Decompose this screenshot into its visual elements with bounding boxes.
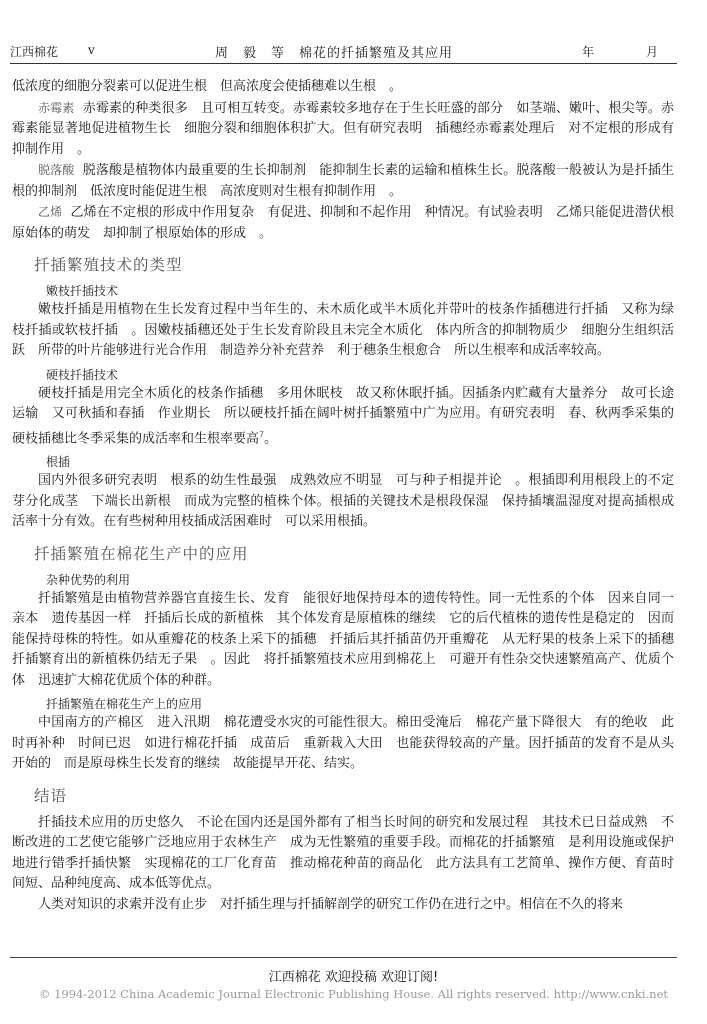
section-heading: 结语 — [34, 786, 68, 805]
term-label: 赤霉素 — [38, 100, 75, 115]
reference-marker: 7 — [259, 429, 265, 439]
footer-slogan: 江西棉花 欢迎投稿 欢迎订阅! — [268, 970, 439, 985]
header-divider — [10, 63, 677, 64]
journal-name: 江西棉花 — [10, 45, 59, 59]
article-running-title: 周 毅 等 棉花的扦插繁殖及其应用 — [215, 46, 454, 61]
paragraph — [12, 98, 674, 161]
paragraph: 扦插技术应用的历史悠久 不论在国内还是国外都有了相当长时间的研究和发展过程 其技术已日益成熟 不断改进的工艺使它能够广泛地应用于农林生产 成为无性繁殖的重要手段。而棉花的扦插繁殖 是利用设施或保护地进行错季扦插快繁 实现棉花的工厂化育苗 推动棉花种苗的商品化 此方法具有工艺简单、操作方便、育苗时间短、品种纯度高、成本低等优点。 — [12, 814, 674, 892]
subsection-heading: 扦插繁殖在棉花生产上的应用 — [46, 697, 203, 712]
paragraph-text: 脱落酸是植物体内最重要的生长抑制剂 能抑制生长素的运输和植株生长。脱落酸一般被认为是扦插生根的抑制剂 低浓度时能促进生根 高浓度则对生根有抑制作用 。 — [12, 163, 674, 199]
subsection-heading: 根插 — [46, 455, 71, 470]
subsection-heading: 嫩枝扦插技术 — [46, 284, 119, 298]
article-body — [12, 77, 688, 915]
volume-label: v — [88, 43, 95, 57]
term-label: 乙烯 — [38, 205, 63, 219]
paragraph-text: 乙烯在不定根的形成中作用复杂 有促进、抑制和不起作用 种情况。有试验表明 乙烯只能促进潜伏根原始体的萌发 却抑制了根原始体的形成 。 — [12, 205, 674, 241]
paragraph: 人类对知识的求索并没有止步 对扦插生理与扦插解剖学的研究工作仍在进行之中。相信在不久的将来 — [38, 896, 624, 912]
paragraph-text: 赤霉素的种类很多 且可相互转变。赤霉素较多地存在于生长旺盛的部分 如茎端、嫩叶、根尖等。赤霉素能显著地促进植物生长 细胞分裂和细胞体积扩大。但有研究表明 插穗经赤霉素处理后 对不定根的形成有抑制作用 。 — [12, 100, 674, 157]
paragraph — [12, 160, 674, 202]
footer-divider — [10, 957, 677, 958]
paragraph: 嫩枝扦插是用植物在生长发育过程中当年生的、未木质化或半木质化并带叶的枝条作插穗进行扦插 又称为绿枝扦插或软枝扦插 。因嫩枝插穗还处于生长发育阶段且未完全木质化 体内所含的抑制物质少 细胞分生组织活跃 所带的叶片能够进行光合作用 制造养分补充营养 利于穗条生根愈合 所以生根率和成活率较高。 — [12, 302, 674, 358]
copyright-watermark: © 1994-2012 China Academic Journal Electronic Publishing House. All rights reserved. http://www.cnki.net — [38, 987, 669, 1001]
paragraph — [12, 384, 674, 450]
term-label: 脱落酸 — [38, 163, 75, 177]
paragraph-end: 。 — [264, 430, 278, 446]
subsection-heading: 杂种优势的利用 — [46, 572, 131, 587]
paragraph: 扦插繁殖是由植物营养器官直接生长、发育 能很好地保持母本的遗传特性。同一无性系的个体 因来自同一亲本 遗传基因一样 扦插后长成的新植株 其个体发育是原植株的继续 它的后代植株的遗传性是稳定的 因而能保持母株的特性。如从重瓣花的枝条上采下的插穗 扦插后其扦插苗仍开重瓣花 从无籽果的枝条上采下的插穗 扦插繁育出的新植株仍结无子果 。因此 将扦插繁殖技术应用到棉花上 可避开有性杂交快速繁殖高产、优质个体 迅速扩大棉花优质个体的种群。 — [12, 590, 688, 688]
paragraph — [12, 202, 674, 244]
issue-date: 年 月 — [581, 45, 678, 59]
running-header — [10, 40, 678, 60]
paragraph: 国内外很多研究表明 根系的幼生性最强 成熟效应不明显 可与种子相提并论 。根插即利用根段上的不定芽分化成茎 下端长出新根 而成为完整的植株个体。根插的关键技术是根段保湿 保持插壤温湿度对提高插根成活率十分有效。在有些树种用枝插成活困难时 可以采用根插。 — [12, 473, 674, 530]
subsection-heading: 硬枝扦插技术 — [46, 367, 119, 382]
paragraph-text: 硬枝扦插是用完全木质化的枝条作插穗 多用休眠枝 故又称休眠扦插。因插条内贮藏有大量养分 故可长途运输 又可秋插和春插 作业期长 所以硬枝扦插在阔叶树扦插繁殖中广为应用。有研究表明 春、秋两季采集的硬枝插穗比冬季采集的成活率和生根率要高 — [12, 385, 674, 446]
paragraph: 低浓度的细胞分裂素可以促进生根 但高浓度会使插穗难以生根 。 — [12, 79, 403, 94]
paragraph: 中国南方的产棉区 进入汛期 棉花遭受水灾的可能性很大。棉田受淹后 棉花产量下降很大 有的绝收 此时再补种 时间已迟 如进行棉花扦插 成苗后 重新栽入大田 也能获得较高的产量。因扦插苗的发育不是从头开始的 而是原母株生长发育的继续 故能提早开花、结实。 — [12, 715, 674, 772]
section-heading: 扦插繁殖在棉花生产中的应用 — [34, 544, 249, 563]
section-heading: 扦插繁殖技术的类型 — [34, 256, 183, 274]
